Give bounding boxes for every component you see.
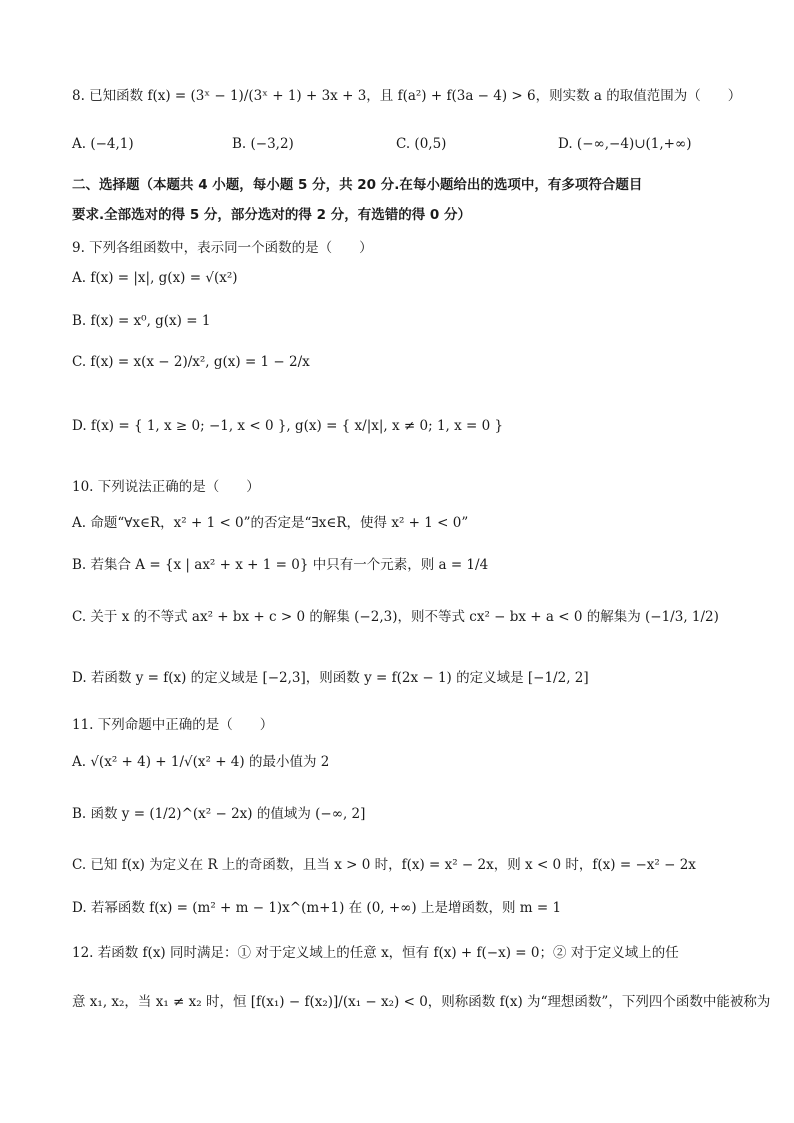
q12-stem-line2: 意 x₁, x₂，当 x₁ ≠ x₂ 时，恒 [f(x₁) − f(x₂)]/(x₁ − x₂) < 0，则称函数 f(x) 为“理想函数”，下列四个函数中能被称为: [72, 994, 771, 1010]
q12-stem-line1: 12. 若函数 f(x) 同时满足：① 对于定义域上的任意 x，恒有 f(x) + f(−x) = 0；② 对于定义域上的任: [72, 945, 679, 961]
q8-option-d: D. (−∞,−4)∪(1,+∞): [558, 136, 692, 152]
q8-option-a: A. (−4,1): [72, 136, 134, 152]
q9-option-a: A. f(x) = |x|, g(x) = √(x²): [72, 270, 238, 286]
q9-option-b: B. f(x) = x⁰, g(x) = 1: [72, 313, 211, 329]
q8-option-b: B. (−3,2): [232, 136, 294, 152]
q10-option-b: B. 若集合 A = {x | ax² + x + 1 = 0} 中只有一个元素，则 a = 1/4: [72, 557, 489, 573]
q10-option-d: D. 若函数 y = f(x) 的定义域是 [−2,3]，则函数 y = f(2x − 1) 的定义域是 [−1/2, 2]: [72, 670, 589, 686]
q9-stem: 9. 下列各组函数中，表示同一个函数的是（ ）: [72, 240, 373, 256]
q11-option-a: A. √(x² + 4) + 1/√(x² + 4) 的最小值为 2: [72, 754, 330, 770]
q8-stem: 8. 已知函数 f(x) = (3ˣ − 1)/(3ˣ + 1) + 3x + 3，且 f(a²) + f(3a − 4) > 6，则实数 a 的取值范围为（ ）: [72, 88, 742, 104]
q10-option-a: A. 命题“∀x∈R，x² + 1 < 0”的否定是“∃x∈R，使得 x² + 1 < 0”: [72, 515, 469, 531]
section2-header-line1: 二、选择题（本题共 4 小题，每小题 5 分，共 20 分.在每小题给出的选项中，有多项符合题目: [72, 177, 643, 193]
q10-stem: 10. 下列说法正确的是（ ）: [72, 479, 260, 495]
q10-option-c: C. 关于 x 的不等式 ax² + bx + c > 0 的解集 (−2,3)，则不等式 cx² − bx + a < 0 的解集为 (−1/3, 1/2): [72, 609, 719, 625]
section2-header-line2: 要求.全部选对的得 5 分，部分选对的得 2 分，有选错的得 0 分）: [72, 207, 472, 223]
q11-option-d: D. 若幂函数 f(x) = (m² + m − 1)x^(m+1) 在 (0, +∞) 上是增函数，则 m = 1: [72, 900, 562, 916]
q11-option-b: B. 函数 y = (1/2)^(x² − 2x) 的值域为 (−∞, 2]: [72, 806, 366, 822]
q9-option-d: D. f(x) = { 1, x ≥ 0; −1, x < 0 }, g(x) = { x/|x|, x ≠ 0; 1, x = 0 }: [72, 418, 504, 434]
q9-option-c: C. f(x) = x(x − 2)/x², g(x) = 1 − 2/x: [72, 354, 310, 370]
q11-stem: 11. 下列命题中正确的是（ ）: [72, 717, 274, 733]
q8-option-c: C. (0,5): [396, 136, 447, 152]
q11-option-c: C. 已知 f(x) 为定义在 R 上的奇函数，且当 x > 0 时，f(x) = x² − 2x，则 x < 0 时，f(x) = −x² − 2x: [72, 857, 696, 873]
